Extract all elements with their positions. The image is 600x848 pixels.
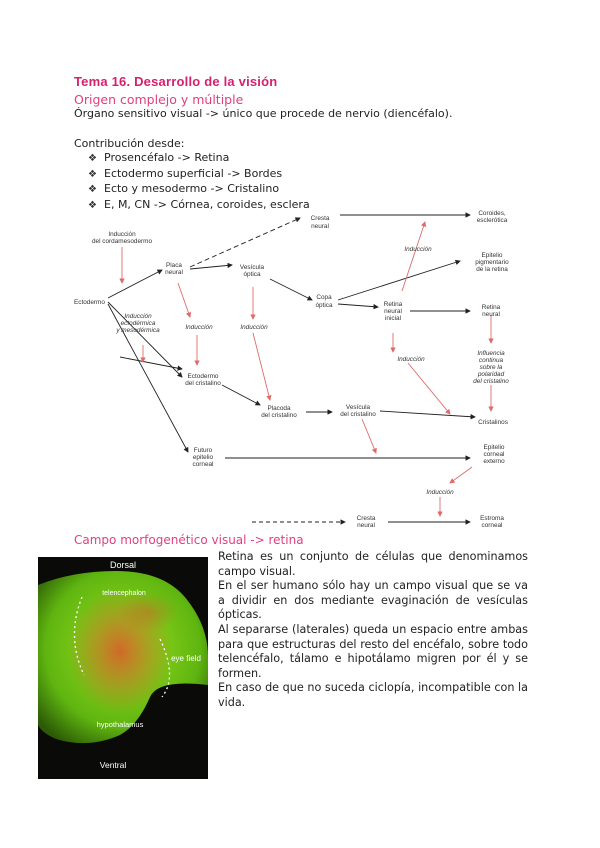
section-subtitle: Origen complejo y múltiple [74, 92, 244, 107]
diamond-bullet-icon: ❖ [88, 199, 97, 211]
svg-text:del cristalino: del cristalino [261, 412, 297, 419]
svg-text:ectodérmica: ectodérmica [120, 320, 156, 327]
list-item: ❖ Ectodermo superficial -> Bordes [88, 167, 310, 183]
label-influencia: Influencia [477, 350, 505, 357]
label-vesicula-optica: Vesícula [239, 264, 265, 271]
label-eye-field: eye field [171, 654, 201, 663]
svg-text:neural: neural [165, 269, 183, 276]
section-title-campo-morfogenetico: Campo morfogenético visual -> retina [74, 533, 304, 547]
label-ectodermo: Ectodermo [74, 299, 105, 306]
eye-development-diagram [60, 205, 530, 530]
diamond-bullet-icon: ❖ [88, 184, 97, 195]
label-induccion-upper: Inducción [404, 246, 432, 253]
label-induccion-placa: Inducción [185, 324, 213, 331]
label-estroma-corneal: Estroma [480, 515, 504, 522]
svg-text:epitelio: epitelio [192, 454, 214, 461]
label-epitelio-corneal: Epitelio [483, 444, 505, 451]
label-cristalinos: Cristalinos [478, 419, 508, 426]
svg-text:del cordamesodermo: del cordamesodermo [91, 238, 153, 245]
label-futuro-epitelio: Futuro [193, 447, 213, 454]
svg-text:del cristalino: del cristalino [185, 380, 221, 387]
contribution-list [88, 151, 310, 213]
svg-text:esclerótica: esclerótica [476, 217, 508, 224]
list-item: ❖ E, M, CN -> Córnea, coroides, esclera [88, 198, 310, 214]
paragraph: En caso de que no suceda ciclopía, incompatible con la vida. [218, 681, 528, 709]
label-induction-cordamesoderm: Inducción [108, 231, 136, 238]
svg-text:neural: neural [357, 522, 375, 529]
label-induccion-corneal: Inducción [426, 489, 454, 496]
diagram-labels [74, 210, 509, 529]
svg-text:neural: neural [384, 308, 402, 315]
label-coroides: Coroides, [478, 210, 506, 217]
label-dorsal: Dorsal [109, 560, 137, 570]
svg-text:corneal: corneal [483, 451, 505, 458]
label-induccion-retina: Inducción [397, 356, 425, 363]
label-copa-optica: Copa [316, 294, 332, 301]
svg-text:de la retina: de la retina [476, 266, 508, 273]
diamond-bullet-icon: ❖ [88, 153, 97, 164]
svg-text:polaridad: polaridad [477, 371, 505, 378]
eye-field-micrograph [38, 557, 208, 779]
label-vesicula-cristalino: Vesícula [345, 404, 371, 411]
retina-description [218, 550, 528, 711]
page-title: Tema 16. Desarrollo de la visión [74, 74, 278, 89]
label-cresta-neural-top: Cresta [310, 215, 330, 222]
svg-text:óptica: óptica [243, 271, 261, 278]
svg-text:del cristalino: del cristalino [340, 411, 376, 418]
svg-text:neural: neural [311, 223, 329, 230]
list-item: ❖ Ecto y mesodermo -> Cristalino [88, 182, 310, 198]
micrograph-image [38, 557, 208, 779]
paragraph: Retina es un conjunto de células que denominamos campo visual. [218, 550, 528, 578]
label-induccion-vesicula: Inducción [240, 324, 268, 331]
label-epitelio-pigmentario: Epitelio [481, 252, 503, 259]
diamond-bullet-icon: ❖ [88, 168, 97, 180]
intro-text: Órgano sensitivo visual -> único que procede de nervio (diencéfalo). [74, 107, 453, 120]
label-placoda-cristalino: Placoda [267, 405, 291, 412]
svg-text:corneal: corneal [481, 522, 503, 529]
label-hypothalamus: hypothalamus [96, 720, 144, 729]
svg-text:y mesodérmica: y mesodérmica [116, 327, 160, 334]
label-retina-neural-inicial: Retina [383, 301, 403, 308]
label-telencephalon: telencephalon [102, 590, 146, 597]
list-item: ❖ Prosencéfalo -> Retina [88, 151, 310, 167]
contribution-heading: Contribución desde: [74, 137, 185, 150]
paragraph: Al separarse (laterales) queda un espacio entre ambas para que estructuras del resto del encéfalo, sobre todo telencéfalo, tálamo e hipotálamo migren por él y se formen. [218, 622, 528, 680]
svg-text:del cristalino: del cristalino [473, 378, 509, 385]
label-ectodermo-cristalino: Ectodermo [187, 373, 219, 380]
lineage-arrows [108, 215, 475, 522]
label-induccion-ectodermica: Inducción [124, 313, 152, 320]
label-retina-neural: Retina [481, 304, 501, 311]
label-placa-neural: Placa [166, 262, 182, 269]
svg-text:sobre la: sobre la [479, 364, 503, 371]
label-ventral: Ventral [99, 760, 127, 770]
svg-text:corneal: corneal [192, 461, 214, 468]
svg-text:externo: externo [483, 458, 505, 465]
svg-text:neural: neural [482, 311, 500, 318]
label-cresta-neural-bottom: Cresta [356, 515, 376, 522]
svg-text:pigmentario: pigmentario [475, 259, 509, 266]
svg-text:continua: continua [478, 357, 504, 364]
paragraph: En el ser humano sólo hay un campo visual que se va a dividir en dos mediante evaginación de vesículas ópticas. [218, 579, 528, 622]
svg-text:óptica: óptica [315, 302, 333, 309]
svg-text:inicial: inicial [385, 315, 401, 322]
